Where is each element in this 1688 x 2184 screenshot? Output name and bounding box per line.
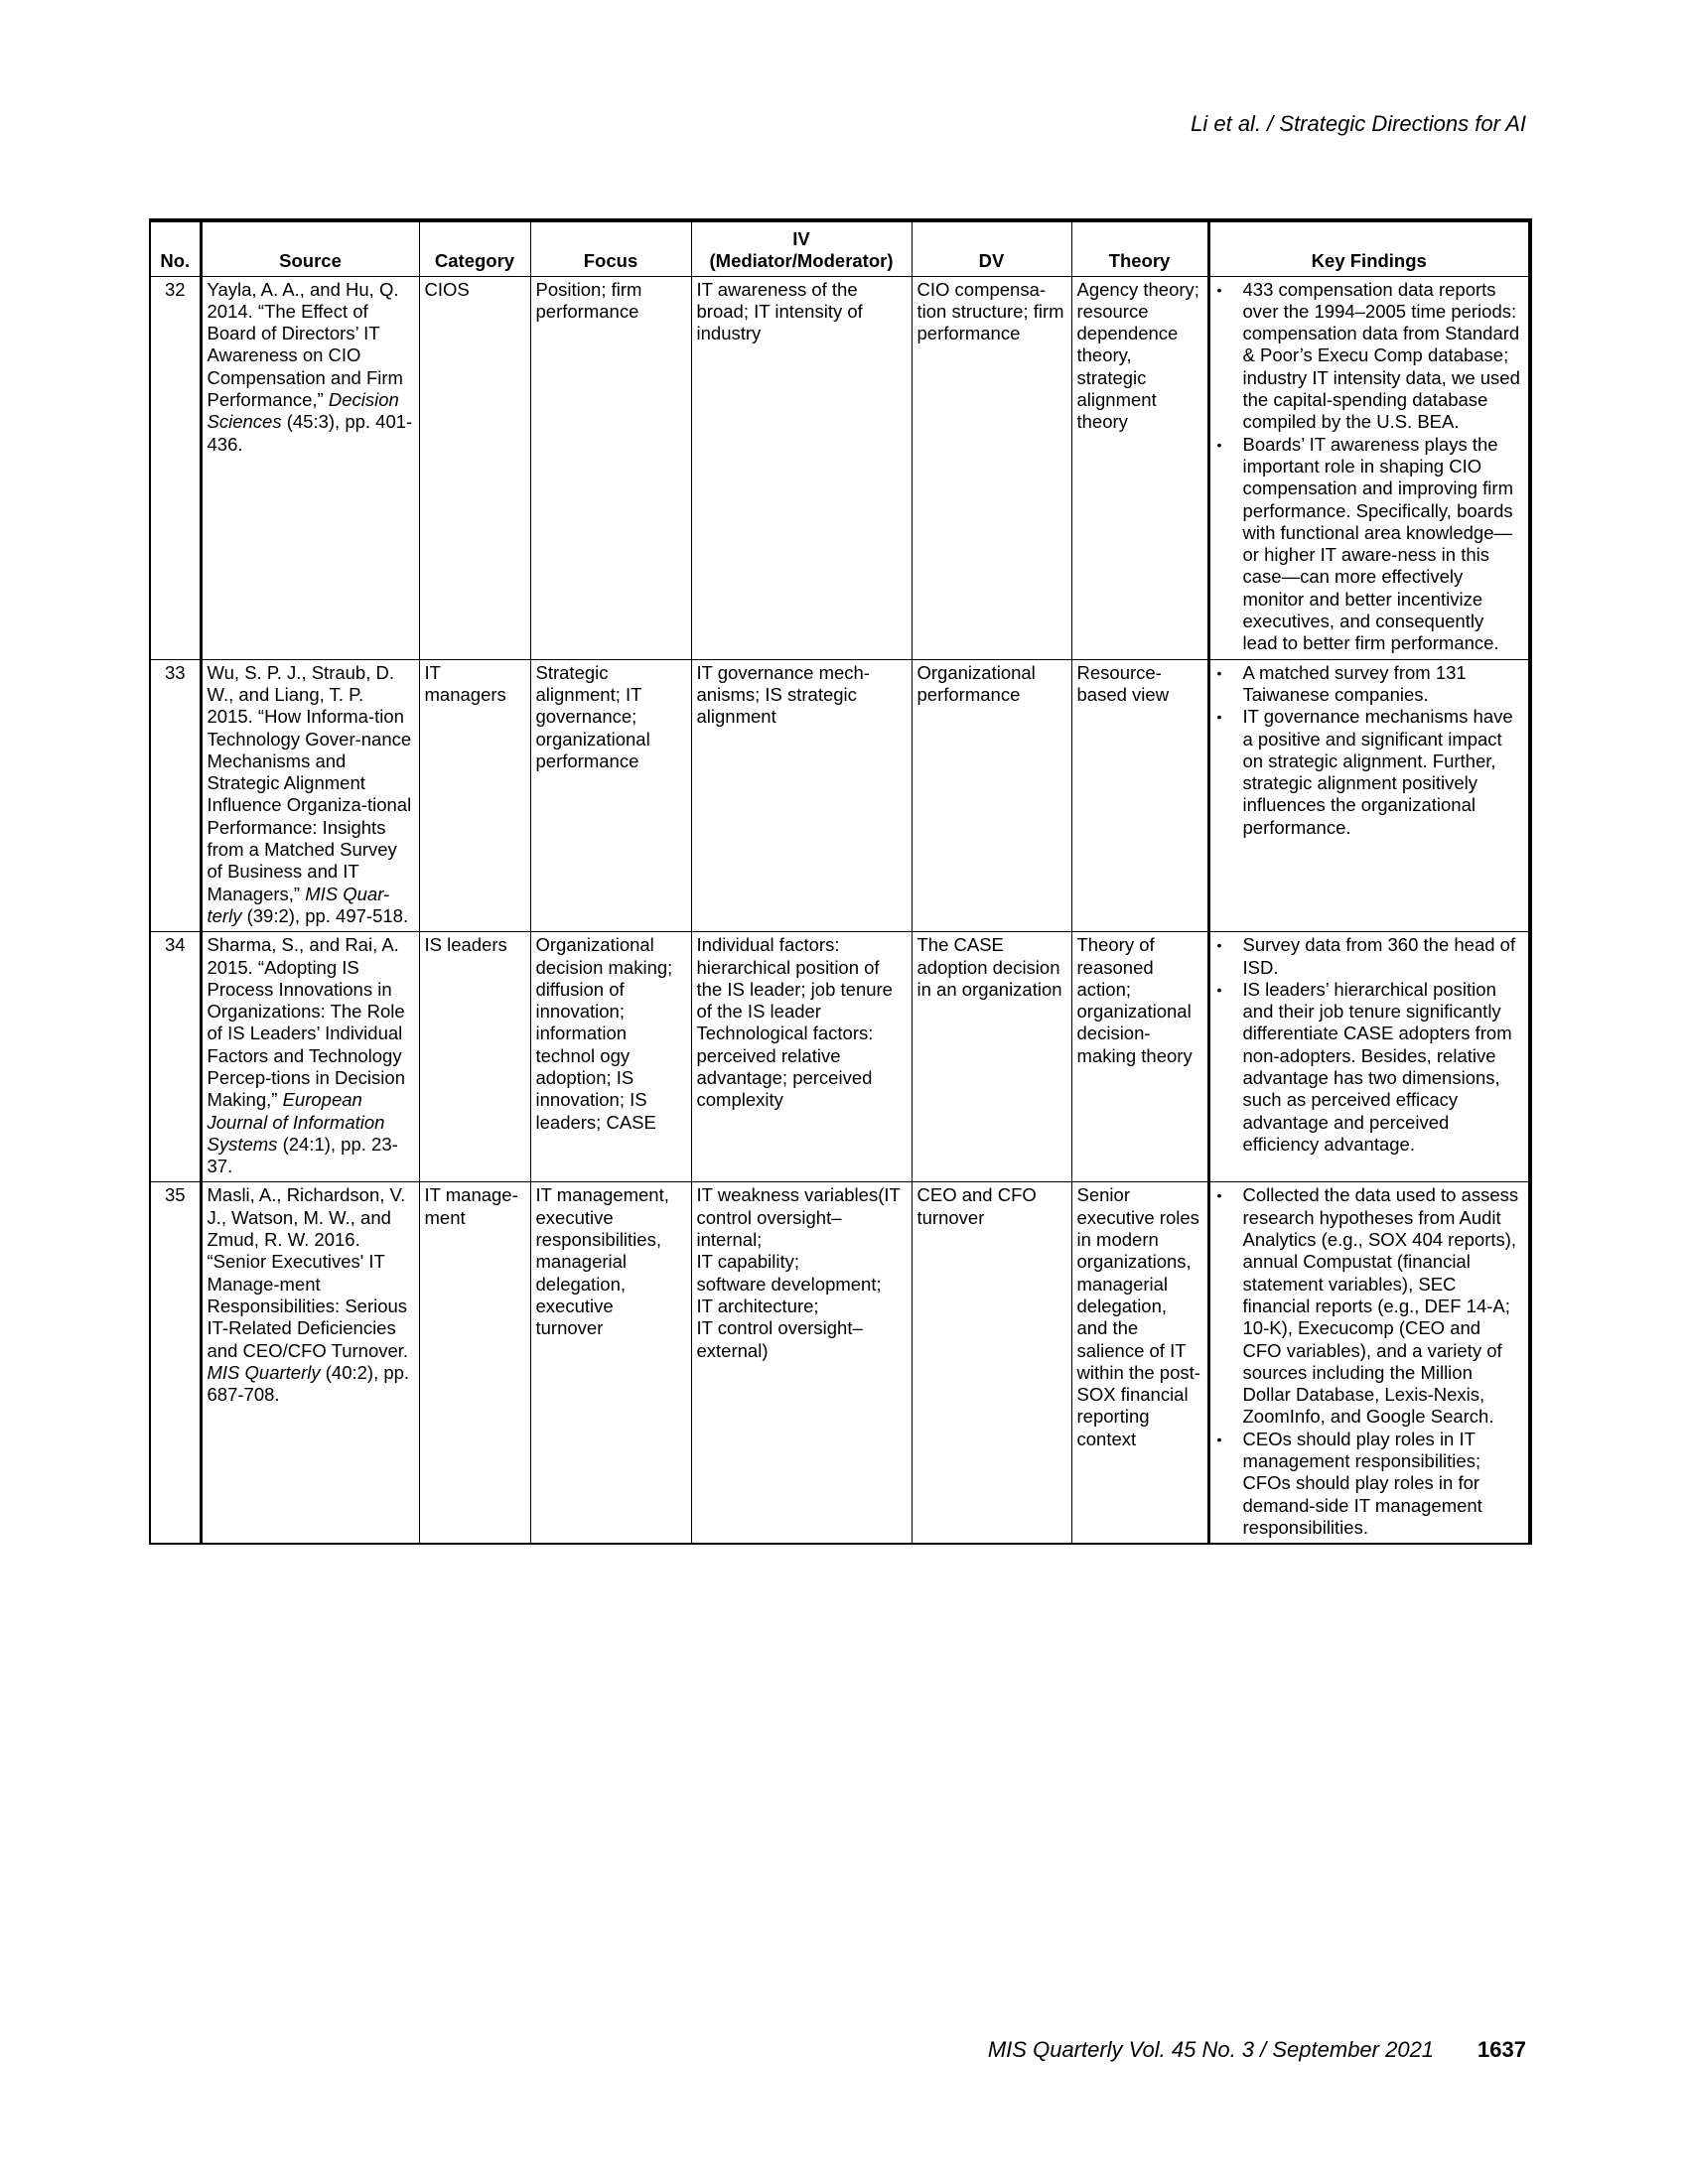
source-text: Yayla, A. A., and Hu, Q. 2014. “The Effect of Board of Directors’ IT Awareness on CIO Compensation and Firm Performance,” [207, 278, 403, 411]
findings-list [1215, 662, 1524, 839]
finding-item [1215, 1184, 1524, 1428]
finding-text: Boards’ IT awareness plays the important role in shaping CIO compensation and improving firm performance. Specifically, boards with functional area knowledge—or higher IT aware-ness in this case—can more effectively monitor and better incentivize executives, and consequently lead to better firm performance. [1242, 433, 1513, 654]
finding-item [1215, 1429, 1524, 1539]
category-cell: IT manage-ment [419, 1182, 530, 1544]
finding-item [1215, 706, 1524, 839]
theory-cell: Theory of reasoned action; organizational decision-making theory [1071, 932, 1208, 1182]
header-dv: DV [912, 220, 1071, 276]
findings-list [1215, 934, 1524, 1156]
header-iv-line2: (Mediator/Moderator) [709, 250, 894, 272]
finding-text: CEOs should play roles in IT management responsibilities; CFOs should play roles in for demand-side IT management responsibilities. [1242, 1428, 1482, 1538]
findings-list [1215, 1184, 1524, 1539]
source-cell [201, 276, 419, 659]
source-cell [201, 659, 419, 932]
source-cell [201, 932, 419, 1182]
focus-cell: IT management, executive responsibilities, managerial delegation, executive turnover [530, 1182, 691, 1544]
page-number: 1637 [1477, 2037, 1526, 2062]
category-cell: IT managers [419, 659, 530, 932]
bullet-icon: • [1216, 1187, 1222, 1204]
source-citation: (45:3), pp. 401-436. [207, 411, 413, 455]
source-text: Wu, S. P. J., Straub, D. W., and Liang, T. P. 2015. “How Informa-tion Technology Gover-nance Mechanisms and Strategic Alignment Influence Organiza-tional Performance: Insights from a Matched Survey of Business and IT Managers,” [207, 661, 412, 904]
finding-item [1215, 934, 1524, 979]
source-journal: MIS Quar-terly [207, 883, 390, 926]
iv-cell: Individual factors: hierarchical position of the IS leader; job tenure of the IS leader Technological factors: perceived relative advantage; perceived complexity [691, 932, 912, 1182]
finding-item [1215, 434, 1524, 655]
source-citation: (24:1), pp. 23-37. [207, 1133, 398, 1177]
dv-cell: CIO compensa-tion structure; firm performance [912, 276, 1071, 659]
source-journal: Decision Sciences [207, 389, 399, 433]
table-row [150, 1182, 1530, 1544]
header-iv [691, 220, 912, 276]
bullet-icon: • [1216, 709, 1222, 726]
finding-item [1215, 279, 1524, 434]
source-text: Masli, A., Richardson, V. J., Watson, M. W., and Zmud, R. W. 2016. “Senior Executives' IT Manage-ment Responsibilities: Serious IT-Related Deficiencies and CEO/CFO Turnover. [207, 1184, 409, 1361]
finding-text: Collected the data used to assess research hypotheses from Audit Analytics (e.g., SOX 404 reports), annual Compustat (financial statement variables), SEC financial reports (e.g., DEF 14-A; 10-K), Execucomp (CEO and CFO variables), and a variety of sources including the Million Dollar Database, Lexis-Nexis, ZoomInfo, and Google Search. [1242, 1184, 1519, 1428]
finding-text: 433 compensation data reports over the 1994–2005 time periods: compensation data from Standard & Poor’s Execu Comp database; industry IT intensity data, we used the capital-spending database compiled by the U.S. BEA. [1242, 278, 1520, 433]
bullet-icon: • [1216, 937, 1222, 954]
literature-table [149, 218, 1532, 1545]
header-key-findings: Key Findings [1208, 220, 1530, 276]
row-number: 33 [150, 659, 201, 932]
bullet-icon: • [1216, 664, 1222, 681]
theory-cell: Senior executive roles in modern organizations, managerial delegation, and the salience of IT within the post-SOX financial reporting context [1071, 1182, 1208, 1544]
source-citation: (39:2), pp. 497-518. [241, 904, 409, 926]
iv-cell: IT governance mech-anisms; IS strategic alignment [691, 659, 912, 932]
finding-text: A matched survey from 131 Taiwanese companies. [1242, 661, 1467, 705]
source-text: Sharma, S., and Rai, A. 2015. “Adopting IS Process Innovations in Organizations: The Role of IS Leaders’ Individual Factors and Technology Percep-tions in Decision Making,” [207, 934, 405, 1111]
dv-cell: Organizational performance [912, 659, 1071, 932]
theory-cell: Agency theory; resource dependence theory, strategic alignment theory [1071, 276, 1208, 659]
bullet-icon: • [1216, 1431, 1222, 1447]
category-cell: IS leaders [419, 932, 530, 1182]
category-cell: CIOS [419, 276, 530, 659]
dv-cell: The CASE adoption decision in an organization [912, 932, 1071, 1182]
iv-cell: IT awareness of the broad; IT intensity of industry [691, 276, 912, 659]
findings-cell [1208, 659, 1530, 932]
bullet-icon: • [1216, 436, 1222, 453]
theory-cell: Resource-based view [1071, 659, 1208, 932]
source-journal: European Journal of Information Systems [207, 1089, 385, 1155]
focus-cell: Strategic alignment; IT governance; organizational performance [530, 659, 691, 932]
focus-cell: Organizational decision making; diffusion of innovation; information technol ogy adoption; IS innovation; IS leaders; CASE [530, 932, 691, 1182]
finding-item [1215, 979, 1524, 1156]
header-theory: Theory [1071, 220, 1208, 276]
iv-cell: IT weakness variables(IT control oversight–internal; IT capability; software development; IT architecture; IT control oversight–external) [691, 1182, 912, 1544]
bullet-icon: • [1216, 981, 1222, 998]
header-focus: Focus [530, 220, 691, 276]
header-no: No. [150, 220, 201, 276]
table-row [150, 276, 1530, 659]
header-iv-line1: IV [792, 228, 810, 249]
header-category: Category [419, 220, 530, 276]
header-source: Source [201, 220, 419, 276]
findings-cell [1208, 276, 1530, 659]
page-footer [988, 2037, 1526, 2063]
findings-list [1215, 279, 1524, 655]
finding-item [1215, 662, 1524, 707]
table-row [150, 659, 1530, 932]
row-number: 35 [150, 1182, 201, 1544]
findings-cell [1208, 932, 1530, 1182]
finding-text: IT governance mechanisms have a positive and significant impact on strategic alignment. Further, strategic alignment positively influences the organizational performance. [1242, 706, 1513, 838]
finding-text: Survey data from 360 the head of ISD. [1242, 934, 1516, 978]
footer-journal: MIS Quarterly Vol. 45 No. 3 / September 2021 [987, 2037, 1435, 2062]
literature-table-wrapper [149, 218, 1529, 1545]
table-row [150, 932, 1530, 1182]
bullet-icon: • [1216, 281, 1222, 298]
findings-cell [1208, 1182, 1530, 1544]
source-cell [201, 1182, 419, 1544]
running-head: Li et al. / Strategic Directions for AI [1191, 111, 1526, 136]
finding-text: IS leaders’ hierarchical position and their job tenure significantly differentiate CASE adopters from non-adopters. Besides, relative advantage has two dimensions, such as perceived efficacy advantage and perceived efficiency advantage. [1242, 978, 1512, 1155]
table-header-row [150, 220, 1530, 276]
source-citation: (40:2), pp. 687-708. [207, 1361, 410, 1406]
dv-cell: CEO and CFO turnover [912, 1182, 1071, 1544]
source-journal: MIS Quarterly [207, 1361, 321, 1383]
row-number: 34 [150, 932, 201, 1182]
row-number: 32 [150, 276, 201, 659]
focus-cell: Position; firm performance [530, 276, 691, 659]
